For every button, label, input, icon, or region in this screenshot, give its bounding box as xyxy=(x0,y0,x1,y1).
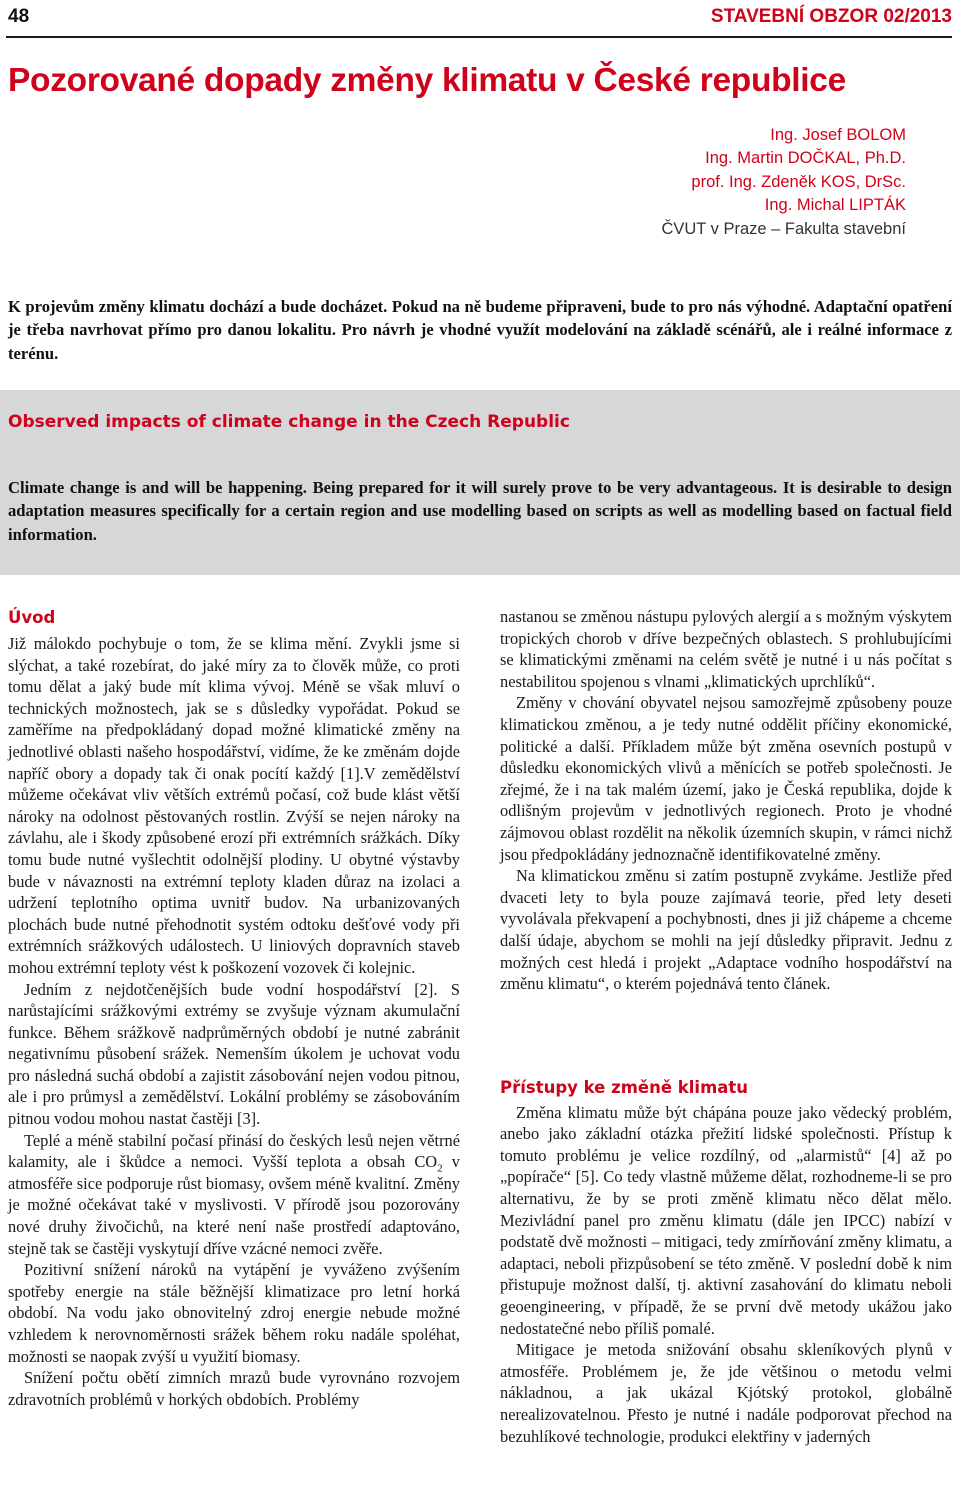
page-number: 48 xyxy=(8,6,30,27)
paragraph-text: Teplé a méně stabilní počasí přinásí do českých lesů nejen větrné kalamity, ale i škůdce a nemoci. Vyšší teplota a obsah CO xyxy=(8,1130,460,1172)
abstract-czech: K projevům změny klimatu dochází a bude docházet. Pokud na ně budeme připraveni, bude to pro nás výhodné. Adaptační opatření je třeba navrhovat přímo pro danou lokalitu. Pro návrh je vhodné využít modelování na základě scénářů, ale i reálné informace z terénu. xyxy=(8,297,952,363)
english-abstract: Climate change is and will be happening. Being prepared for it will surely prove to be very advantageous. It is desirable to design adaptation measures specifically for a certain region and use modelling based on scripts as well as modelling based on factual field information. xyxy=(8,478,952,544)
english-title: Observed impacts of climate change in the Czech Republic xyxy=(8,412,570,432)
author-name: Ing. Martin DOČKAL, Ph.D. xyxy=(705,149,906,168)
author-name: prof. Ing. Zdeněk KOS, DrSc. xyxy=(691,172,906,191)
body-paragraph: Změny v chování obyvatel nejsou samozřejmě způsobeny pouze klimatickou změnou, a je tedy nutné oddělit příčiny ekonomické, politické a další. Příkladem může být změna osevních postupů v důsledku ekonomických vlivů a měnících se potřeb společnosti. Je zřejmé, že i na tak malém území, jako je Česká republika, dojde k odlišným projevům v jednotlivých regionech. Proto je vhodné zájmovou oblast rozdělit na několik územních skupin, v rámci nichž jsou předpokládány jednoznačně identifikovatelné změny. xyxy=(500,693,952,864)
subscript: 2 xyxy=(437,1162,443,1175)
body-paragraph: Na klimatickou změnu si zatím postupně zvykáme. Jestliže před dvaceti lety to byla pouze zajímavá teorie, před lety deseti vyvolávala překvapení a pochybnosti, dnes ji již chápeme a chceme další údaje, abychom se mohli na její důsledky připravit. Jednu z možných cest hledá i projekt „Adaptace vodního hospodářství na změnu klimatu“, o kterém pojednává tento článek. xyxy=(500,866,952,994)
author-affiliation: ČVUT v Praze – Fakulta stavební xyxy=(661,219,906,238)
page-header xyxy=(6,0,952,38)
body-paragraph xyxy=(8,1130,460,1260)
paragraph-text: v atmosféře sice podporuje růst biomasy, ovšem méně kvalitní. Změny je možné očekávat také v myslivosti. V přírodě jsou pozorovány nové druhy živočichů, na které není naše prostředí adaptováno, stejně tak se častěji vyskytují dříve vzácné nemoci zvěře. xyxy=(8,1152,461,1258)
body-paragraph: Jedním z nejdotčenějších bude vodní hospodářství [2]. S narůstajícími srážkovými extrémy se zvyšuje význam akumulační funkce. Během srážkově nadprůměrných období je nutné zabránit negativnímu působení srážek. Nemenším úkolem je uchovat vodu pro následná suchá období a zajistit zásobování nejen vodou pitnou, ale i pro průmysl a zemědělství. Lokální problémy se zásobováním pitnou vodou mohou nastat častěji [3]. xyxy=(8,979,460,1129)
body-paragraph: Snížení počtu obětí zimních mrazů bude vyrovnáno rozvojem zdravotních problémů v horkých obdobích. Problémy xyxy=(8,1368,460,1409)
right-column xyxy=(500,606,952,1447)
body-paragraph: Již málokdo pochybuje o tom, že se klima mění. Zvykli jsme si slýchat, a také rozebírat, do jaké míry za to člověk může, co proti tomu dělat a jaký bude mít klima vývoj. Méně se však mluví o technických možnostech, jak se s důsledky vypořádat. Pokud se zaměříme na předpokládaný dopad možné klimatické změny na jednotlivé oblasti našeho hospodářství, vidíme, že ke změnám dojde napříč obory a dopady tak či onak pocítí každý [1].V zemědělství můžeme očekávat vliv větších extrémů počasí, což bude klást větší nároky na odolnost pěstovaných rostlin. Zvýší se nejen nároky na závlahu, ale i škody způsobené erozí při extrémních srážkách. Díky tomu bude nutné vyšlechtit odolnější plodiny. U obytné výstavby bude v návaznosti na extrémní teploty kladen důraz na izolaci a udržení teplotního optima uvnitř budov. Na urbanizovaných plochách bude nutné přehodnotit systém odtoku dešťové vody při extrémních srážkových událostech. U liniových dopravních staveb mohou extrémní teploty vést k poškození vozovek či kolejnic. xyxy=(8,634,460,977)
body-paragraph: Mitigace je metoda snižování obsahu skleníkových plynů v atmosféře. Problémem je, že jde většinou o metodu velmi nákladnou, a jak ukázal Kjótský protokol, globálně nerealizovatelnou. Přesto je nutné i nadále podporovat přechod na bezuhlíkové technologie, produkci elektřiny v jaderných xyxy=(500,1340,952,1446)
author-name: Ing. Michal LIPTÁK xyxy=(764,196,906,215)
body-paragraph: Pozitivní snížení nároků na vytápění je vyváženo zvýšením spotřeby energie na stále běžnější klimatizace pro letní horká období. Na vodu jako obnovitelný zdroj energie nebude možné vzhledem k nerovnoměrnosti srážek během roku nadále spoléhat, možnosti se naopak zvýší u využití biomasy. xyxy=(8,1260,460,1366)
author-block xyxy=(661,124,906,241)
article-title: Pozorované dopady změny klimatu v České republice xyxy=(8,62,846,99)
body-paragraph: nastanou se změnou nástupu pylových alergií a s možným výskytem tropických chorob v dříve bezpečných oblastech. S prohlubujícími se klimatickými změnami na celém světě je nutné i u nás počítat s nestabilitou spojenou s vlnami „klimatických uprchlíků“. xyxy=(500,607,952,691)
section-heading-uvod: Úvod xyxy=(8,608,56,627)
author-name: Ing. Josef BOLOM xyxy=(770,126,906,144)
journal-title: STAVEBNÍ OBZOR 02/2013 xyxy=(710,6,952,27)
english-abstract-box xyxy=(0,390,960,575)
section-heading-pristupy: Přístupy ke změně klimatu xyxy=(500,1077,749,1097)
body-paragraph: Změna klimatu může být chápána pouze jako vědecký problém, anebo jako základní otázka přežití lidské společnosti. Přístup k tomuto problému je velice rozdílný, od „alarmistů“ [4] až po „popírače“ [5]. Co tedy vlastně můžeme dělat, rozhodneme-li se pro alternativu, že by se proti změně klimatu něco dělat mělo. Mezivládní panel pro změnu klimatu (dále jen IPCC) nabízí v podstatě dvě možnosti – mitigaci, tedy zmírňování změny klimatu, a adaptaci, neboli přizpůsobení se této změně. V poslední době k nim přistupuje možnost další, tj. aktivní zasahování do klimatu neboli geoengineering, v případě, že se první dvě metody ukážou jako nedostatečné nebo příliš pomalé. xyxy=(500,1102,952,1338)
left-column xyxy=(8,606,460,1410)
